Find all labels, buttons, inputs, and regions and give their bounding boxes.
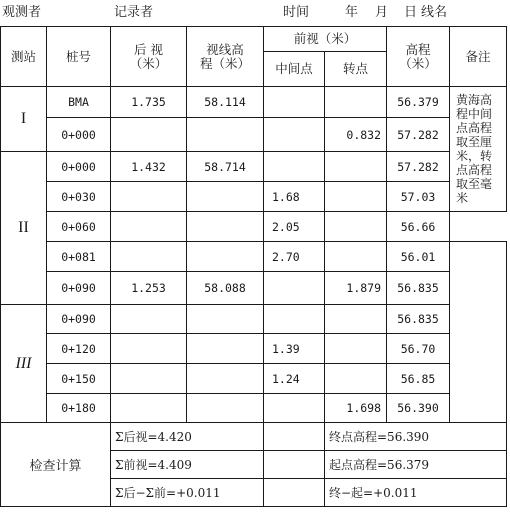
station-number: I	[1, 87, 47, 152]
turning-cell	[325, 305, 387, 334]
table-row	[1, 87, 507, 118]
backsight-cell: 1.432	[111, 152, 187, 182]
backsight-cell	[111, 394, 187, 423]
stake-cell: BMA	[47, 87, 111, 118]
instrument-height-cell	[187, 334, 264, 364]
check-row	[1, 423, 507, 451]
table-row	[1, 334, 507, 364]
backsight-cell	[111, 212, 187, 242]
check-calculation-label: 检查计算	[1, 423, 111, 507]
table-row	[1, 118, 507, 152]
header-elevation: 高程 （米）	[387, 27, 450, 87]
backsight-cell: 1.253	[111, 272, 187, 305]
instrument-height-cell: 58.714	[187, 152, 264, 182]
stake-cell: 0+180	[47, 394, 111, 423]
elevation-cell: 56.835	[387, 305, 450, 334]
elevation-cell: 56.70	[387, 334, 450, 364]
route-label: 线名	[421, 5, 448, 20]
elevation-cell: 57.282	[387, 118, 450, 152]
sum-difference: Σ后−Σ前=+0.011	[111, 479, 264, 507]
form-header-line	[0, 0, 510, 22]
stake-cell: 0+000	[47, 118, 111, 152]
stake-cell: 0+150	[47, 364, 111, 394]
turning-cell: 0.832	[325, 118, 387, 152]
header-stake: 桩号	[47, 27, 111, 87]
header-station: 测站	[1, 27, 47, 87]
intermediate-cell	[264, 152, 325, 182]
elevation-cell: 57.282	[387, 152, 450, 182]
intermediate-cell: 2.05	[264, 212, 325, 242]
turning-cell	[325, 182, 387, 212]
turning-cell	[325, 242, 387, 272]
header-intermediate: 中间点	[264, 52, 325, 87]
elevation-cell: 56.835	[387, 272, 450, 305]
observer-label: 观测者	[2, 5, 42, 20]
backsight-cell	[111, 242, 187, 272]
check-blank	[264, 423, 325, 451]
table-row	[1, 212, 507, 242]
time-label: 时间	[283, 5, 310, 20]
intermediate-cell	[264, 87, 325, 118]
instrument-height-cell	[187, 242, 264, 272]
elevation-cell: 56.85	[387, 364, 450, 394]
remarks-note: 黄海高程中间点高程取至厘米，转点高程取至毫米	[450, 87, 507, 212]
intermediate-cell	[264, 272, 325, 305]
elevation-cell: 56.66	[387, 212, 450, 242]
elevation-cell: 56.379	[387, 87, 450, 118]
remarks-empty	[450, 242, 507, 423]
instrument-height-cell	[187, 364, 264, 394]
stake-cell: 0+120	[47, 334, 111, 364]
sum-backsight: Σ后视=4.420	[111, 423, 264, 451]
elevation-cell: 56.01	[387, 242, 450, 272]
check-blank	[264, 451, 325, 479]
table-row	[1, 394, 507, 423]
elevation-cell: 56.390	[387, 394, 450, 423]
table-row	[1, 305, 507, 334]
table-row	[1, 272, 507, 305]
table-row	[1, 152, 507, 182]
check-blank	[264, 479, 325, 507]
intermediate-cell	[264, 305, 325, 334]
instrument-height-cell: 58.114	[187, 87, 264, 118]
intermediate-cell: 1.68	[264, 182, 325, 212]
end-minus-start: 终−起=+0.011	[325, 479, 507, 507]
intermediate-cell: 2.70	[264, 242, 325, 272]
stake-cell: 0+000	[47, 152, 111, 182]
year-label: 年	[345, 5, 359, 20]
instrument-height-cell	[187, 212, 264, 242]
instrument-height-cell	[187, 182, 264, 212]
stake-cell: 0+060	[47, 212, 111, 242]
table-row	[1, 242, 507, 272]
turning-cell	[325, 364, 387, 394]
turning-cell: 1.879	[325, 272, 387, 305]
turning-cell	[325, 152, 387, 182]
backsight-cell: 1.735	[111, 87, 187, 118]
header-remarks: 备注	[450, 27, 507, 87]
header-turning: 转点	[325, 52, 387, 87]
header-backsight: 后 视 （米）	[111, 27, 187, 87]
turning-cell	[325, 212, 387, 242]
turning-cell	[325, 334, 387, 364]
backsight-cell	[111, 118, 187, 152]
backsight-cell	[111, 305, 187, 334]
instrument-height-cell	[187, 118, 264, 152]
sum-foresight: Σ前视=4.409	[111, 451, 264, 479]
table-row	[1, 182, 507, 212]
backsight-cell	[111, 364, 187, 394]
leveling-record-table	[0, 26, 507, 507]
elevation-cell: 57.03	[387, 182, 450, 212]
instrument-height-cell	[187, 394, 264, 423]
header-instrument-height: 视线高 程（米）	[187, 27, 264, 87]
intermediate-cell: 1.24	[264, 364, 325, 394]
station-number: III	[1, 305, 47, 423]
intermediate-cell	[264, 394, 325, 423]
intermediate-cell	[264, 118, 325, 152]
instrument-height-cell	[187, 305, 264, 334]
stake-cell: 0+081	[47, 242, 111, 272]
recorder-label: 记录者	[114, 5, 154, 20]
backsight-cell	[111, 182, 187, 212]
end-elevation: 终点高程=56.390	[325, 423, 507, 451]
day-label: 日	[404, 5, 418, 20]
backsight-cell	[111, 334, 187, 364]
start-elevation: 起点高程=56.379	[325, 451, 507, 479]
stake-cell: 0+090	[47, 272, 111, 305]
station-number: II	[1, 152, 47, 305]
header-foresight: 前视（米）	[264, 27, 387, 52]
stake-cell: 0+090	[47, 305, 111, 334]
stake-cell: 0+030	[47, 182, 111, 212]
month-label: 月	[375, 5, 389, 20]
instrument-height-cell: 58.088	[187, 272, 264, 305]
table-row	[1, 364, 507, 394]
turning-cell	[325, 87, 387, 118]
intermediate-cell: 1.39	[264, 334, 325, 364]
turning-cell: 1.698	[325, 394, 387, 423]
